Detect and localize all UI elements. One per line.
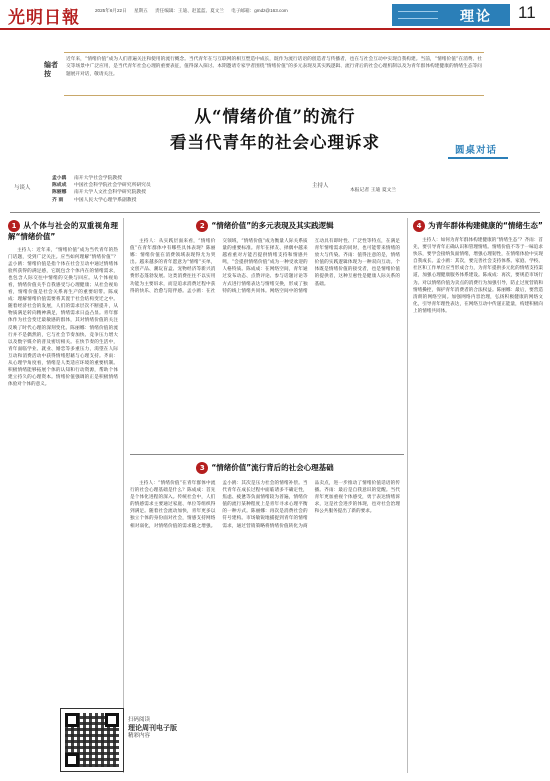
section-1-title: 1 从个体与社会的双重视角理解“情绪价值” (8, 221, 118, 241)
issue-weekday: 星期五 (133, 8, 148, 13)
host-names: 本报记者 王迪 夏文兰 (350, 188, 397, 193)
section-2-body: 主持人：从实践层面来看，“情绪价值”在青年群体中有哪些具体表现？陈丽娜：情绪价值在消费领域表现得尤为突出。越来越多的青年愿意为“情绪”买单，文创产品、潮玩盲盒、宠物经济等新兴消费形态蓬勃发展。这类消费往往不以实用功能为主要诉求，而是追求消费过程中获得的快乐、治愈与陪伴感。孟小鸥：在社交领域，“情绪价值”成为衡量人际关系质量的重要标准。青年在择友、择偶中越来越看重对方能否提供情绪支持和情感共鸣，“会提供情绪价值”成为一种受欢迎的人格特质。陈成成：在网络空间，青年通过发布动态、点赞评论、参与话题讨论等方式进行情绪表达与情绪交换，形成了独特的线上情绪共同体。网络空间中的情绪互动具有即时性、广泛性等特点，在满足青年情绪需求的同时，也可能带来情绪的放大与传染。齐雨：值得注意的是，情绪价值的实践逻辑体现为一种双向互动。个体既是情绪价值的接受者，也是情绪价值的提供者，这种互惠性是健康人际关系的基础。 (130, 239, 400, 294)
participants-list (52, 175, 151, 204)
headline-line-1: 从“情绪价值”的流行 (194, 107, 356, 126)
editor-note (44, 52, 484, 96)
section-2-title: 2 “情绪价值”的多元表现及其实践逻辑 (130, 220, 400, 232)
issue-email: 电子邮箱：gmdz@163.com (231, 8, 288, 13)
section-2-header (130, 218, 400, 234)
participant: 陈成成 中国社会科学院社会学研究所研究员 (52, 182, 151, 189)
section-name: 理论 (460, 9, 492, 25)
section-4-number: 4 (413, 220, 425, 232)
column-label: 圆桌对话 (455, 145, 498, 156)
section-4-body: 主持人：如何为青年群体构建健康的“情绪生态”？齐雨：首先，要引导青年正确认识和管理情绪。情绪价值不等于一味追求快乐，要学会接纳负面情绪，增强心理韧性，在情绪体验中实现自我成长。孟小鸥：其次，要完善社会支持体系。家庭、学校、社区和工作单位应当形成合力，为青年提供多元化的情绪支持渠道，加强心理健康服务体系建设。陈成成：再次，要规范市场行为。对以情绪价值为卖点的消费行为加强引导，防止过度营销和情绪操控，保护青年消费者的合法权益。陈丽娜：最后，要营造清朗的网络空间。加强网络内容治理，弘扬积极健康的网络文化，引导青年理性表达，在网络互动中传递正能量，构建积极向上的情绪共同体。 (413, 238, 543, 314)
qr-corner (65, 713, 79, 727)
editor-note-label: 编者按 (44, 61, 58, 78)
issue-date: 2025年6月22日 (95, 8, 127, 13)
participant: 齐 雨 中国人民大学心理学系副教授 (52, 196, 137, 203)
issue-meta (95, 8, 294, 14)
section-2-number: 2 (196, 220, 208, 232)
column-label-rule (448, 157, 508, 159)
section-3-title: 3 “情绪价值”流行背后的社会心理基础 (130, 462, 400, 474)
qr-caption: 扫码阅读 理论周刊电子版 精彩内容 (128, 717, 177, 739)
headline-line-2: 看当代青年的社会心理诉求 (170, 133, 380, 152)
section-3-body: 主持人：“情绪价值”在青年群体中流行的社会心理基础是什么？陈成成：首先是个体化进程的深入。传统社会中，人们的情感需求主要通过家庭、单位等组织得到满足。随着社会流动加快，青年更多以独立个体的身份面对社会，情感支持网络相对弱化，对情绪价值的需求随之增强。孟小鸥：其次是压力社会的情绪补偿。当代青年在成长过程中面临诸多不确定性，焦虑、疲惫等负面情绪较为普遍，情绪价值的流行某种程度上是青年寻求心理平衡的一种方式。陈丽娜：再次是消费社会的符号建构。市场敏锐地捕捉到青年的情绪需求，通过营销策略将情绪价值转化为商品卖点，进一步推动了情绪价值话语的传播。齐雨：最后是自我意识的觉醒。当代青年更加重视个体感受，勇于表达情绪诉求，这是社会进步的体现，也对社会治理和公共服务提出了新的要求。 (130, 481, 400, 529)
issue-editors: 责任编辑：王迪、赵蓝蓝、夏文兰 (155, 8, 224, 13)
participant: 陈丽娜 南开大学人文社会科学研究院教授 (52, 189, 146, 196)
section-banner (392, 4, 510, 26)
page-number: 11 (518, 3, 536, 22)
editor-note-text: 近年来，“情绪价值”成为人们普遍关注和使用的流行概念。当代青年在与互联网的相互塑造中成长，既作为流行话语的创造者与传播者，也在与社会互动中实现自我构建。当前，“情绪价值”在消费、社交等场景中广泛应用，是当代青年社会心理的重要表征，值得深入探讨。本期邀请专家学者围绕“情绪价值”的多元表现及其实践逻辑、流行背后的社会心理机制以及为青年群体构建健康的情绪生态等问题展开对话，敬请关注。 (66, 57, 482, 77)
qr-corner (65, 753, 79, 767)
section-1-number: 1 (8, 220, 20, 232)
section-deco (398, 11, 438, 19)
section-4-column (413, 218, 543, 773)
qr-corner (105, 713, 119, 727)
section-1-column (8, 218, 118, 703)
section-3-header (130, 460, 400, 476)
newspaper-logo: 光明日報 (8, 8, 80, 28)
column-divider (407, 218, 408, 773)
column-divider (123, 218, 124, 773)
section-3-number: 3 (196, 462, 208, 474)
panel-divider (10, 212, 540, 213)
masthead (0, 0, 550, 30)
participants-panel (10, 174, 460, 212)
section-4-title: 4 为青年群体构建健康的“情绪生态” (413, 220, 543, 232)
section-1-body: 主持人：近年来，“情绪价值”成为当代青年的热门话题，受到广泛关注。应当如何理解“情绪价值”？孟小鸥：情绪价值是指个体在社会互动中通过情绪体验所获得的满足感，它既包含个体内在的情绪需求，也包含人际交往中情绪的交换与回应。从个体视角看，情绪价值关乎自我感受与心理健康；从社会视角看，情绪价值是社会关系再生产的重要纽带。陈成成：理解情绪价值需要将其置于社会结构变迁之中。随着经济社会的发展，人们的需求层次不断提升，从物质满足转向精神满足，情绪需求日益凸显。青年群体作为社会变迁最敏感的群体，其对情绪价值的关注反映了时代心理的深刻变化。陈丽娜：情绪价值的流行并不是偶然的，它与社会节奏加快、竞争压力增大以及数字媒介的普及密切相关。在快节奏的生活中，青年面临学业、就业、婚恋等多重压力，渴望在人际互动和消费活动中获得情绪慰藉与心理支持。齐雨：从心理学角度看，情绪是人类适应环境的重要机制。积极情绪能够拓展个体的认知和行动资源，帮助个体建立持久的心理资本。情绪价值强调的正是积极情绪体验对个体的意义。 (8, 247, 118, 388)
section-divider (130, 454, 404, 455)
participant: 孟小鸥 南开大学社会学院教授 (52, 175, 122, 181)
participants-label: 与谈人 (14, 185, 31, 191)
qr-code[interactable] (60, 708, 124, 772)
host-label: 主持人 (312, 183, 329, 189)
